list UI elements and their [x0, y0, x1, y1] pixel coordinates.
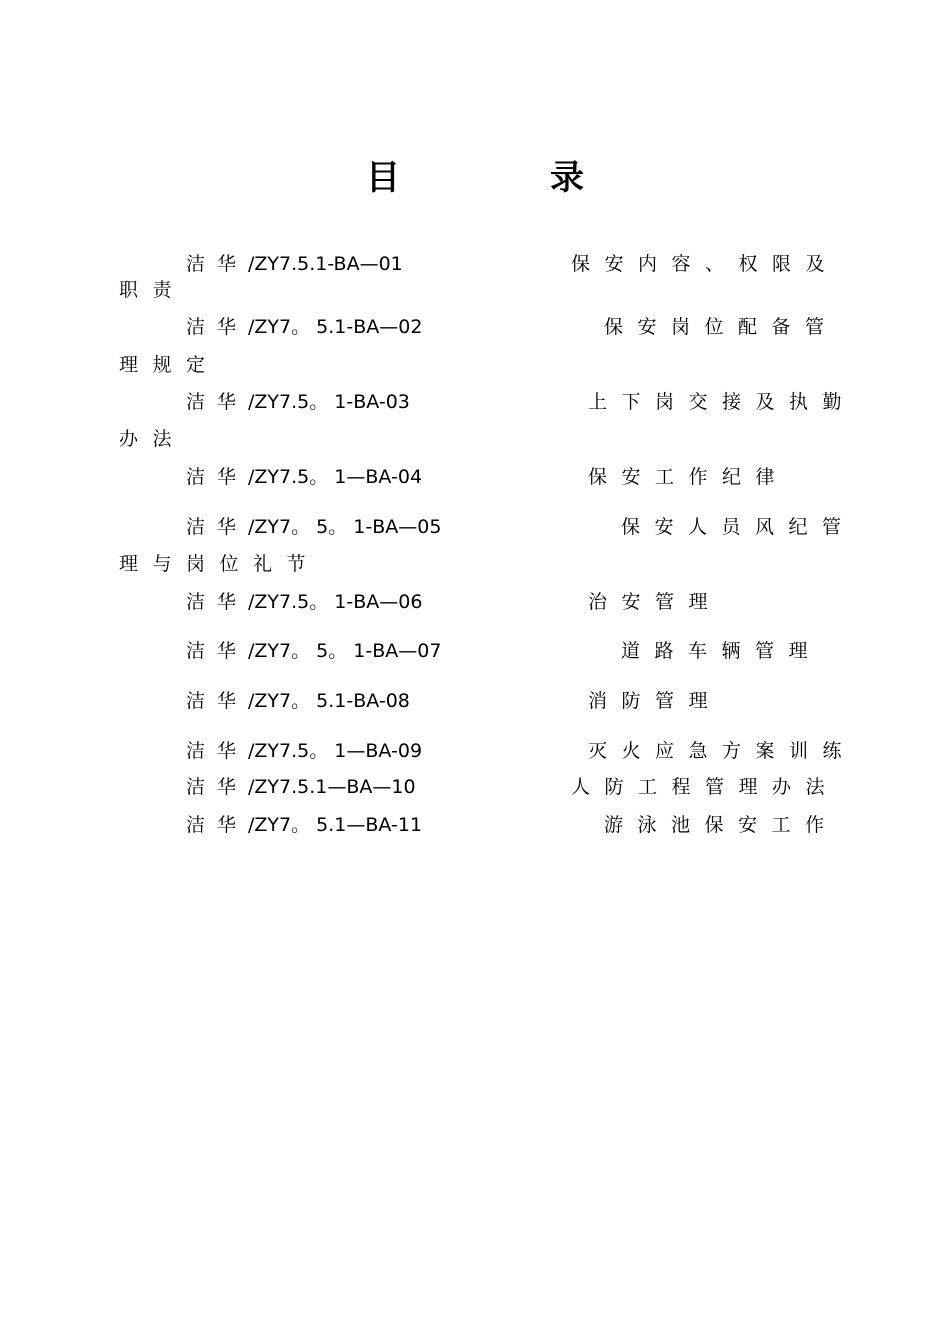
entry-name: 保安工作纪律 — [588, 466, 790, 488]
entry-name-continuation: 办法 — [119, 428, 187, 450]
entry-code-number: /ZY7.5。 1-BA-03 — [248, 391, 410, 413]
entry-code-prefix: 洁华 — [186, 740, 249, 762]
entry-name: 治安管理 — [588, 591, 723, 613]
entry-code-prefix: 洁华 — [186, 316, 249, 338]
entry-code-number: /ZY7.5。 1—BA-04 — [248, 466, 423, 488]
entry-code — [186, 587, 422, 614]
entry-code-number: /ZY7.5。 1-BA—06 — [248, 591, 423, 613]
entry-code-number: /ZY7。 5.1—BA-11 — [248, 814, 423, 836]
entry-code-number: /ZY7。 5.1-BA—02 — [248, 316, 423, 338]
entry-code — [186, 686, 410, 713]
entry-code — [186, 772, 416, 799]
entry-code-prefix: 洁华 — [186, 776, 249, 798]
entry-code-number: /ZY7.5。 1—BA-09 — [248, 740, 423, 762]
entry-name: 上下岗交接及执勤 — [588, 391, 857, 413]
entry-code — [186, 462, 422, 489]
page-title: 目 录 — [366, 158, 642, 198]
entry-name: 消防管理 — [588, 690, 723, 712]
entry-name-continuation: 理与岗位礼节 — [119, 553, 321, 575]
entry-name: 人防工程管理办法 — [571, 776, 840, 798]
entry-code-prefix: 洁华 — [186, 253, 249, 275]
entry-code — [186, 512, 441, 539]
entry-code-number: /ZY7。 5.1-BA-08 — [248, 690, 410, 712]
entry-code — [186, 736, 422, 763]
entry-code-number: /ZY7.5.1—BA—10 — [248, 776, 416, 798]
entry-name: 保安人员风纪管 — [621, 516, 856, 538]
entry-code-prefix: 洁华 — [186, 391, 249, 413]
entry-code-number: /ZY7.5.1-BA—01 — [248, 253, 403, 275]
entry-code — [186, 249, 403, 276]
entry-code-prefix: 洁华 — [186, 466, 249, 488]
entry-name-continuation: 职责 — [119, 279, 187, 301]
entry-name: 灭火应急方案训练 — [588, 740, 857, 762]
entry-code-prefix: 洁华 — [186, 516, 249, 538]
entry-name: 道路车辆管理 — [621, 640, 823, 662]
entry-code — [186, 636, 441, 663]
entry-name: 保安内容、权限及 — [571, 253, 840, 275]
entry-code — [186, 387, 410, 414]
entry-code-prefix: 洁华 — [186, 640, 249, 662]
entry-code-prefix: 洁华 — [186, 690, 249, 712]
entry-name-continuation: 理规定 — [119, 354, 220, 376]
entry-name: 保安岗位配备管 — [604, 316, 839, 338]
entry-name: 游泳池保安工作 — [604, 814, 839, 836]
entry-code-number: /ZY7。 5。 1-BA—05 — [248, 516, 442, 538]
entry-code — [186, 312, 422, 339]
entry-code — [186, 810, 422, 837]
entry-code-prefix: 洁华 — [186, 591, 249, 613]
entry-code-number: /ZY7。 5。 1-BA—07 — [248, 640, 442, 662]
entry-code-prefix: 洁华 — [186, 814, 249, 836]
